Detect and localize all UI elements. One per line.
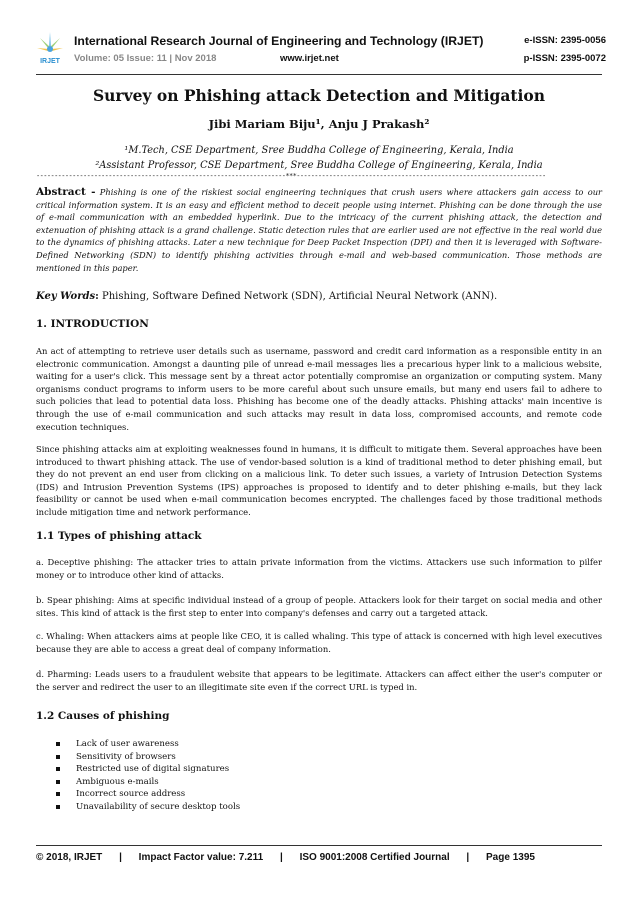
p-issn: p-ISSN: 2395-0072 <box>523 53 606 64</box>
abstract-label: Abstract - <box>36 186 96 198</box>
affiliation-2: ²Assistant Professor, CSE Department, Sree Buddha College of Engineering, Kerala, India <box>95 160 543 171</box>
causes-list <box>56 738 240 813</box>
svg-text:IRJET: IRJET <box>40 58 60 65</box>
footer-divider-2: | <box>279 852 283 863</box>
list-item: Unavailability of secure desktop tools <box>56 801 240 814</box>
types-deceptive: a. Deceptive phishing: The attacker tries to attain private information from the victims. Attackers use such information to pilfer money or to introduce other kind of attacks. <box>36 557 602 580</box>
list-item: Ambiguous e-mails <box>56 776 240 789</box>
footer-copyright: © 2018, IRJET <box>36 852 103 863</box>
list-item: Incorrect source address <box>56 788 240 801</box>
journal-name: International Research Journal of Engineering and Technology (IRJET) <box>74 34 484 48</box>
keywords-text: Phishing, Software Defined Network (SDN), Artificial Neural Network (ANN). <box>102 291 498 302</box>
intro-heading: 1. INTRODUCTION <box>36 318 149 330</box>
volume-issue: Volume: 05 Issue: 11 | Nov 2018 <box>74 53 217 64</box>
types-whaling: c. Whaling: When attackers aims at people like CEO, it is called whaling. This type of attack is concerned with high level executives because they are able to access a great deal of company information. <box>36 631 602 654</box>
footer-impact-factor: Impact Factor value: 7.211 <box>138 852 264 863</box>
journal-header <box>36 30 606 74</box>
journal-website-link[interactable]: www.irjet.net <box>280 53 339 64</box>
footer-divider-3: | <box>466 852 470 863</box>
list-item: Lack of user awareness <box>56 738 240 751</box>
footer-divider <box>36 845 602 846</box>
keywords-label: Key Words <box>36 291 96 302</box>
paper-title: Survey on Phishing attack Detection and Mitigation <box>92 86 546 105</box>
types-spear: b. Spear phishing: Aims at specific individual instead of a group of people. Attackers look for their target on social media and other sites. This kind of attack is the first step to enter into company's defenses and carry out a targeted attack. <box>36 595 602 618</box>
keywords <box>36 291 602 302</box>
irjet-logo-icon <box>36 30 64 66</box>
list-item: Restricted use of digital signatures <box>56 763 240 776</box>
causes-heading: 1.2 Causes of phishing <box>36 710 170 722</box>
intro-paragraph-1: An act of attempting to retrieve user details such as username, password and credit card information as a responsible entity in an electronic communication. Amongst a daunting pile of unread e-mail messages lies a precarious hyper link to a malicious website, waiting for a user's click. This message sent by a threat actor potentially compromise an organization or computing system. Many organisms conduct programs to inform users to be more careful about such unsure emails, but many end users fail to adhere to such policies that lead to potential data loss. Phishing has become one of the deadly attacks. Phishing attacks' main incentive is through the use of e-mail communication and such attacks may result in data loss, compromised accounts, and remote code execution techniques. <box>36 346 602 432</box>
types-pharming: d. Pharming: Leads users to a fraudulent website that appears to be legitimate. Attackers can affect either the user's computer or the server and redirect the user to an illegitimate site even if the correct URL is typed in. <box>36 669 602 692</box>
section-separator: ---------------------------------------------------------------------***--------------------------------------------------------------------- <box>36 172 546 180</box>
list-item: Sensitivity of browsers <box>56 751 240 764</box>
e-issn: e-ISSN: 2395-0056 <box>524 35 606 46</box>
footer-divider-1: | <box>119 852 122 863</box>
types-heading: 1.1 Types of phishing attack <box>36 530 202 542</box>
header-divider <box>36 74 602 75</box>
footer-iso: ISO 9001:2008 Certified Journal <box>299 852 450 863</box>
footer-page-number: Page 1395 <box>486 852 535 863</box>
intro-paragraph-2: Since phishing attacks aim at exploiting weaknesses found in humans, it is difficult to mitigate them. Several approaches have been introduced to thwart phishing attack. The use of vendor-based solution is a kind of traditional method to deter phishing email, but they do not prevent an end user from clicking on a malicious link. To deter such issues, a variety of Intrusion Detection Systems (IDS) and Intrusion Prevention Systems (IPS) approaches is proposed to identify and to deter phishing e-mails, but they lack feasibility or cannot be used when e-mail communication becomes encrypted. The challenges faced by those traditional methods include mitigation time and network performance. <box>36 444 602 517</box>
abstract-text: Phishing is one of the riskiest social engineering techniques that crush users where attackers gain access to our critical information system. It is an easy and efficient method to deceit people using internet. Phishing can be done through the use of e-mail communication with an embedded hyperlink. Due to the intricacy of the current phishing attack, the detection and extenuation of phishing attack is a grand challenge. Static detection rules that are earlier used are not effective in the real world due to the dynamics of phishing attacks. Later a new technique for Deep Packet Inspection (DPI) and then it is leveraged with Software-Defined Networking (SDN) to identify phishing activities through e-mail and web-based communication. Those methods are mentioned in this paper. <box>36 187 603 273</box>
paper-authors: Jibi Mariam Biju¹, Anju J Prakash² <box>208 117 430 131</box>
affiliation-1: ¹M.Tech, CSE Department, Sree Buddha College of Engineering, Kerala, India <box>124 145 514 156</box>
page-footer <box>36 852 602 863</box>
abstract <box>36 186 602 274</box>
keywords-colon: : <box>95 291 99 302</box>
